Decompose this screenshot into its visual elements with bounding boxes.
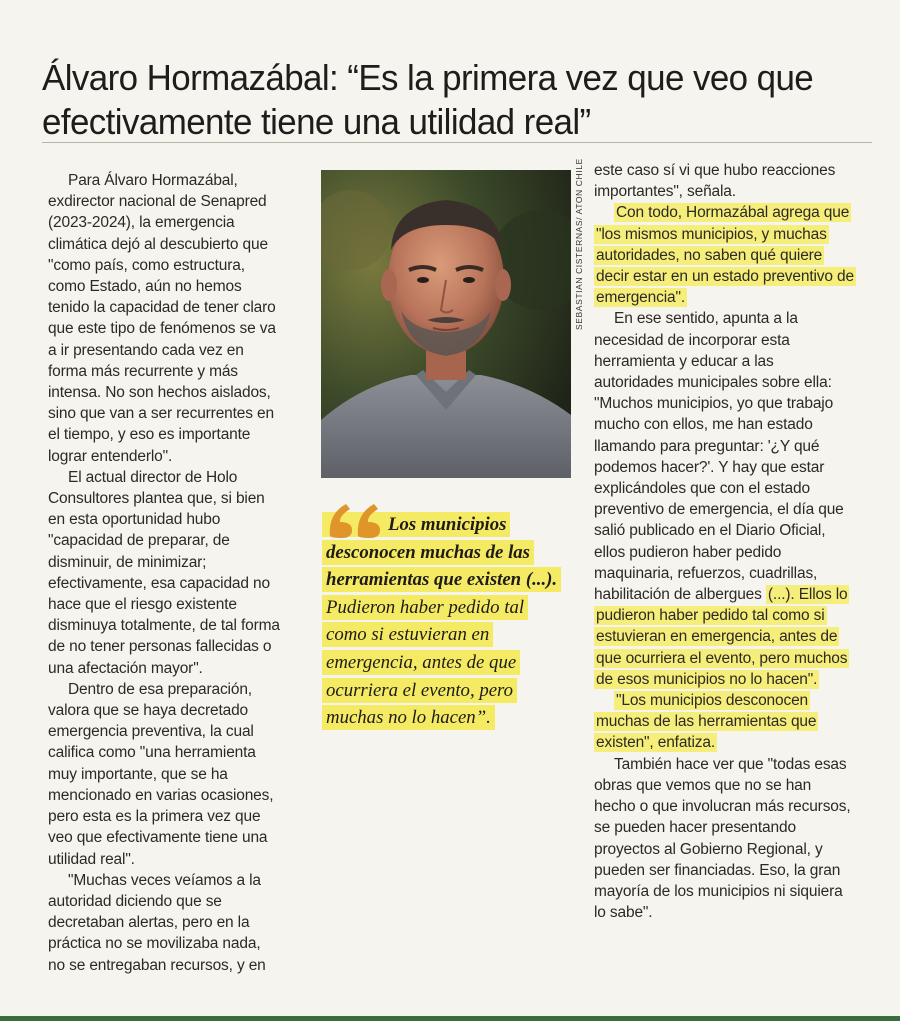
right-paragraph-3-text: En ese sentido, apunta a la necesidad de incorporar esta herramienta y educar a las autoridades municipales sobre ella: "Muchos municipios, yo que trabajo mucho con ellos, me han estado llamando para preguntar: '¿Y qué podemos hacer?'. Y hay que estar explicándoles que con el estado preventivo de emergencia, el día que salió publicado en el Diario Oficial, ellos pudieron haber pedido maquinaria, refuerzos, cuadrillas, habilitación de albergues [594, 310, 844, 604]
headline: Álvaro Hormazábal: “Es la primera vez que veo que efectivamente tiene una utilidad real” [42, 57, 814, 142]
photo-credit: SEBASTIAN CISTERNAS/ ATON CHILE [574, 158, 584, 330]
highlighted-text: (...). Ellos lo pudieron haber pedido tal como si estuvieran en emergencia, antes de que ocurriera el evento, pero muchos de esos municipios no lo hacen". [596, 586, 848, 688]
left-paragraph-3: Dentro de esa preparación, valora que se haya decretado emergencia preventiva, la cual califica como "una herramienta muy importante, que se ha mencionado en varias ocasiones, pero esta es la primera vez que veo que efectivamente tiene una utilidad real". [48, 680, 274, 868]
right-paragraph-5: También hace ver que "todas esas obras que vemos que no se han hecho o que involucran más recursos, se pueden hacer presentando proyectos al Gobierno Regional, y pueden ser financiadas. Eso, la gran mayoría de los municipios ni siquiera lo sabe". [594, 755, 851, 922]
right-paragraph-2 [594, 202, 856, 308]
pull-quote [322, 500, 562, 732]
pull-quote-rest: Pudieron haber pedido tal como si estuvieran en emergencia, antes de que ocurriera el evento, pero muchas no lo hacen”. [326, 596, 525, 729]
portrait-photo [321, 170, 571, 478]
quote-marks-icon [326, 500, 384, 538]
left-paragraph-2: El actual director de Holo Consultores plantea que, si bien en esta oportunidad hubo "capacidad de preparar, de disminuir, de minimizar; efectivamente, esa capacidad no hace que el riesgo existente disminuya totalmente, de tal forma de no tener personas fallecidas o una afectación mayor". [48, 468, 280, 677]
left-column [48, 170, 280, 976]
right-paragraph-4 [594, 690, 856, 754]
pull-quote-bold: Los municipios desconocen muchas de las herramientas que existen (...). [326, 514, 558, 591]
left-paragraph-4: "Muchas veces veíamos a la autoridad diciendo que se decretaban alertas, pero en la práctica no se movilizaba nada, no se entregaban recursos, y en [48, 871, 266, 974]
right-paragraph-3 [594, 308, 856, 690]
portrait-illustration [321, 170, 571, 478]
left-paragraph-1: Para Álvaro Hormazábal, exdirector nacional de Senapred (2023-2024), la emergencia climática dejó al descubierto que "como país, como estructura, como Estado, aún no hemos tenido la capacidad de tener claro que este tipo de fenómenos se va a ir presentando cada vez en forma más recurrente y más intensa. No son hechos aislados, sino que van a ser recurrentes en el tiempo, y eso es importante lograr entenderlo". [48, 172, 276, 465]
right-column [594, 160, 856, 923]
highlighted-text: "Los municipios desconocen muchas de las herramientas que existen", enfatiza. [596, 692, 817, 752]
highlighted-text: Con todo, Hormazábal agrega que "los mismos municipios, y muchas autoridades, no saben qué quiere decir estar en un estado preventivo de emergencia". [596, 204, 854, 307]
bottom-border [0, 1016, 900, 1021]
headline-divider [42, 142, 872, 143]
right-paragraph-1: este caso sí vi que hubo reacciones importantes", señala. [594, 162, 836, 201]
